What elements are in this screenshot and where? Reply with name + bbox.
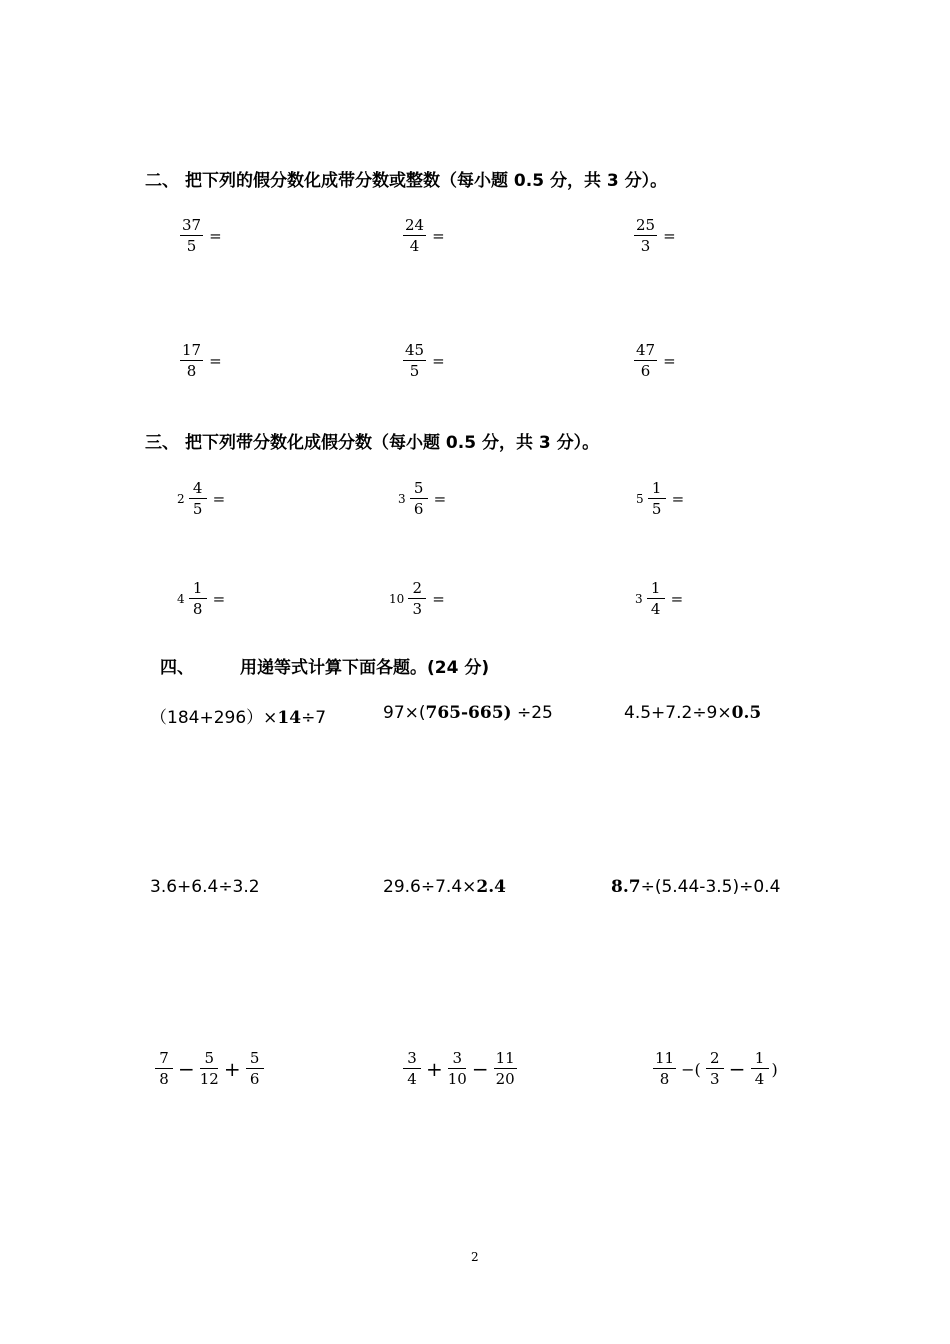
section-3-number: 三、: [145, 433, 179, 453]
numerator: 45: [405, 341, 425, 359]
calc-expression-6: [611, 877, 780, 897]
equals-sign: =: [433, 490, 447, 508]
calc-expression-2: [383, 703, 553, 723]
whole-part: 2: [177, 492, 185, 506]
numerator: 37: [182, 216, 202, 234]
denominator: 5: [409, 362, 420, 380]
equals-sign: =: [663, 352, 676, 370]
improper-fraction-3: [631, 218, 676, 254]
whole-part: 3: [398, 492, 406, 506]
equals-sign: =: [212, 490, 226, 508]
fraction-expression-2: [400, 1051, 520, 1087]
expr-part-bold: 0.5: [731, 703, 762, 723]
expr-part: ÷7: [301, 708, 327, 728]
mixed-number-5: [389, 581, 445, 617]
calc-expression-5: [383, 877, 506, 897]
denominator: 10: [447, 1070, 467, 1088]
expr-part: ÷25: [511, 703, 553, 723]
denominator: 3: [709, 1070, 720, 1088]
numerator: 3: [448, 1051, 466, 1069]
section-4-number: 四、: [160, 658, 194, 678]
expr-part: （184+296）×: [150, 708, 278, 728]
calc-expression-3: [624, 703, 761, 723]
calc-expression-1: [150, 703, 326, 728]
improper-fraction-1: [177, 218, 222, 254]
numerator: 3: [403, 1051, 421, 1069]
equals-sign: =: [212, 590, 226, 608]
numerator: 1: [648, 481, 666, 499]
mixed-number-3: [636, 481, 684, 517]
denominator: 3: [640, 237, 651, 255]
mixed-number-4: [177, 581, 225, 617]
numerator: 24: [405, 216, 425, 234]
mixed-number-1: [177, 481, 225, 517]
numerator: 25: [636, 216, 656, 234]
equals-sign: =: [663, 227, 676, 245]
section-2-title: 把下列的假分数化成带分数或整数（每小题 0.5 分，共 3 分）。: [185, 171, 668, 191]
denominator: 12: [199, 1070, 219, 1088]
denominator: 5: [192, 500, 203, 518]
improper-fraction-2: [400, 218, 445, 254]
whole-part: 5: [636, 492, 644, 506]
numerator: 47: [636, 341, 656, 359]
expr-part: 3.6+6.4÷3.2: [150, 877, 260, 897]
improper-fraction-6: [631, 343, 676, 379]
equals-sign: =: [209, 227, 222, 245]
operator: −: [728, 1057, 746, 1081]
mixed-number-6: [635, 581, 683, 617]
close-paren: ): [771, 1059, 778, 1079]
numerator: 17: [182, 341, 202, 359]
operator: −: [471, 1057, 489, 1081]
section-4-title: 用递等式计算下面各题。(24 分): [240, 658, 490, 678]
denominator: 3: [412, 600, 423, 618]
numerator: 2: [408, 581, 426, 599]
denominator: 6: [413, 500, 424, 518]
expr-part: 97×(: [383, 703, 426, 723]
fraction-expression-1: [152, 1051, 267, 1087]
numerator: 1: [647, 581, 665, 599]
denominator: 4: [754, 1070, 765, 1088]
improper-fraction-4: [177, 343, 222, 379]
numerator: 7: [155, 1051, 173, 1069]
expr-part-bold: 765-665): [425, 703, 512, 723]
section-3-heading: [145, 428, 599, 453]
expr-part: ÷(5.44-3.5)÷0.4: [640, 877, 781, 897]
numerator: 5: [246, 1051, 264, 1069]
numerator: 11: [655, 1049, 675, 1067]
expr-part-bold: 14: [277, 708, 302, 728]
denominator: 4: [407, 1070, 417, 1088]
expr-part-bold: 8.7: [611, 877, 641, 897]
equals-sign: =: [670, 590, 684, 608]
section-4-heading: [160, 653, 489, 678]
section-2-heading: [145, 166, 667, 191]
equals-sign: =: [209, 352, 222, 370]
page-number: 2: [471, 1250, 479, 1264]
numerator: 5: [200, 1051, 218, 1069]
calc-expression-4: [150, 877, 260, 897]
section-2-number: 二、: [145, 171, 179, 191]
operator: −(: [681, 1059, 701, 1079]
denominator: 4: [409, 237, 420, 255]
numerator: 1: [751, 1051, 769, 1069]
numerator: 4: [189, 481, 207, 499]
operator: −: [178, 1057, 195, 1081]
denominator: 8: [192, 600, 203, 618]
numerator: 2: [706, 1051, 724, 1069]
whole-part: 3: [635, 592, 643, 606]
fraction-expression-3: [650, 1051, 778, 1087]
denominator: 4: [650, 600, 661, 618]
expr-part-bold: 2.4: [476, 877, 506, 897]
whole-part: 10: [389, 592, 405, 606]
operator: +: [223, 1057, 241, 1081]
equals-sign: =: [432, 590, 445, 608]
equals-sign: =: [432, 227, 445, 245]
denominator: 8: [659, 1070, 670, 1088]
denominator: 6: [249, 1070, 260, 1088]
denominator: 6: [640, 362, 651, 380]
operator: +: [426, 1057, 443, 1081]
equals-sign: =: [671, 490, 685, 508]
denominator: 8: [186, 362, 197, 380]
improper-fraction-5: [400, 343, 445, 379]
mixed-number-2: [398, 481, 446, 517]
whole-part: 4: [177, 592, 185, 606]
numerator: 1: [189, 581, 207, 599]
expr-part: 29.6÷7.4×: [383, 877, 477, 897]
denominator: 5: [651, 500, 662, 518]
denominator: 20: [495, 1070, 515, 1088]
section-3-title: 把下列带分数化成假分数（每小题 0.5 分，共 3 分）。: [185, 433, 600, 453]
denominator: 8: [159, 1070, 169, 1088]
expr-part: 4.5+7.2÷9×: [624, 703, 732, 723]
equals-sign: =: [432, 352, 445, 370]
numerator: 11: [495, 1049, 515, 1067]
numerator: 5: [410, 481, 428, 499]
denominator: 5: [186, 237, 197, 255]
